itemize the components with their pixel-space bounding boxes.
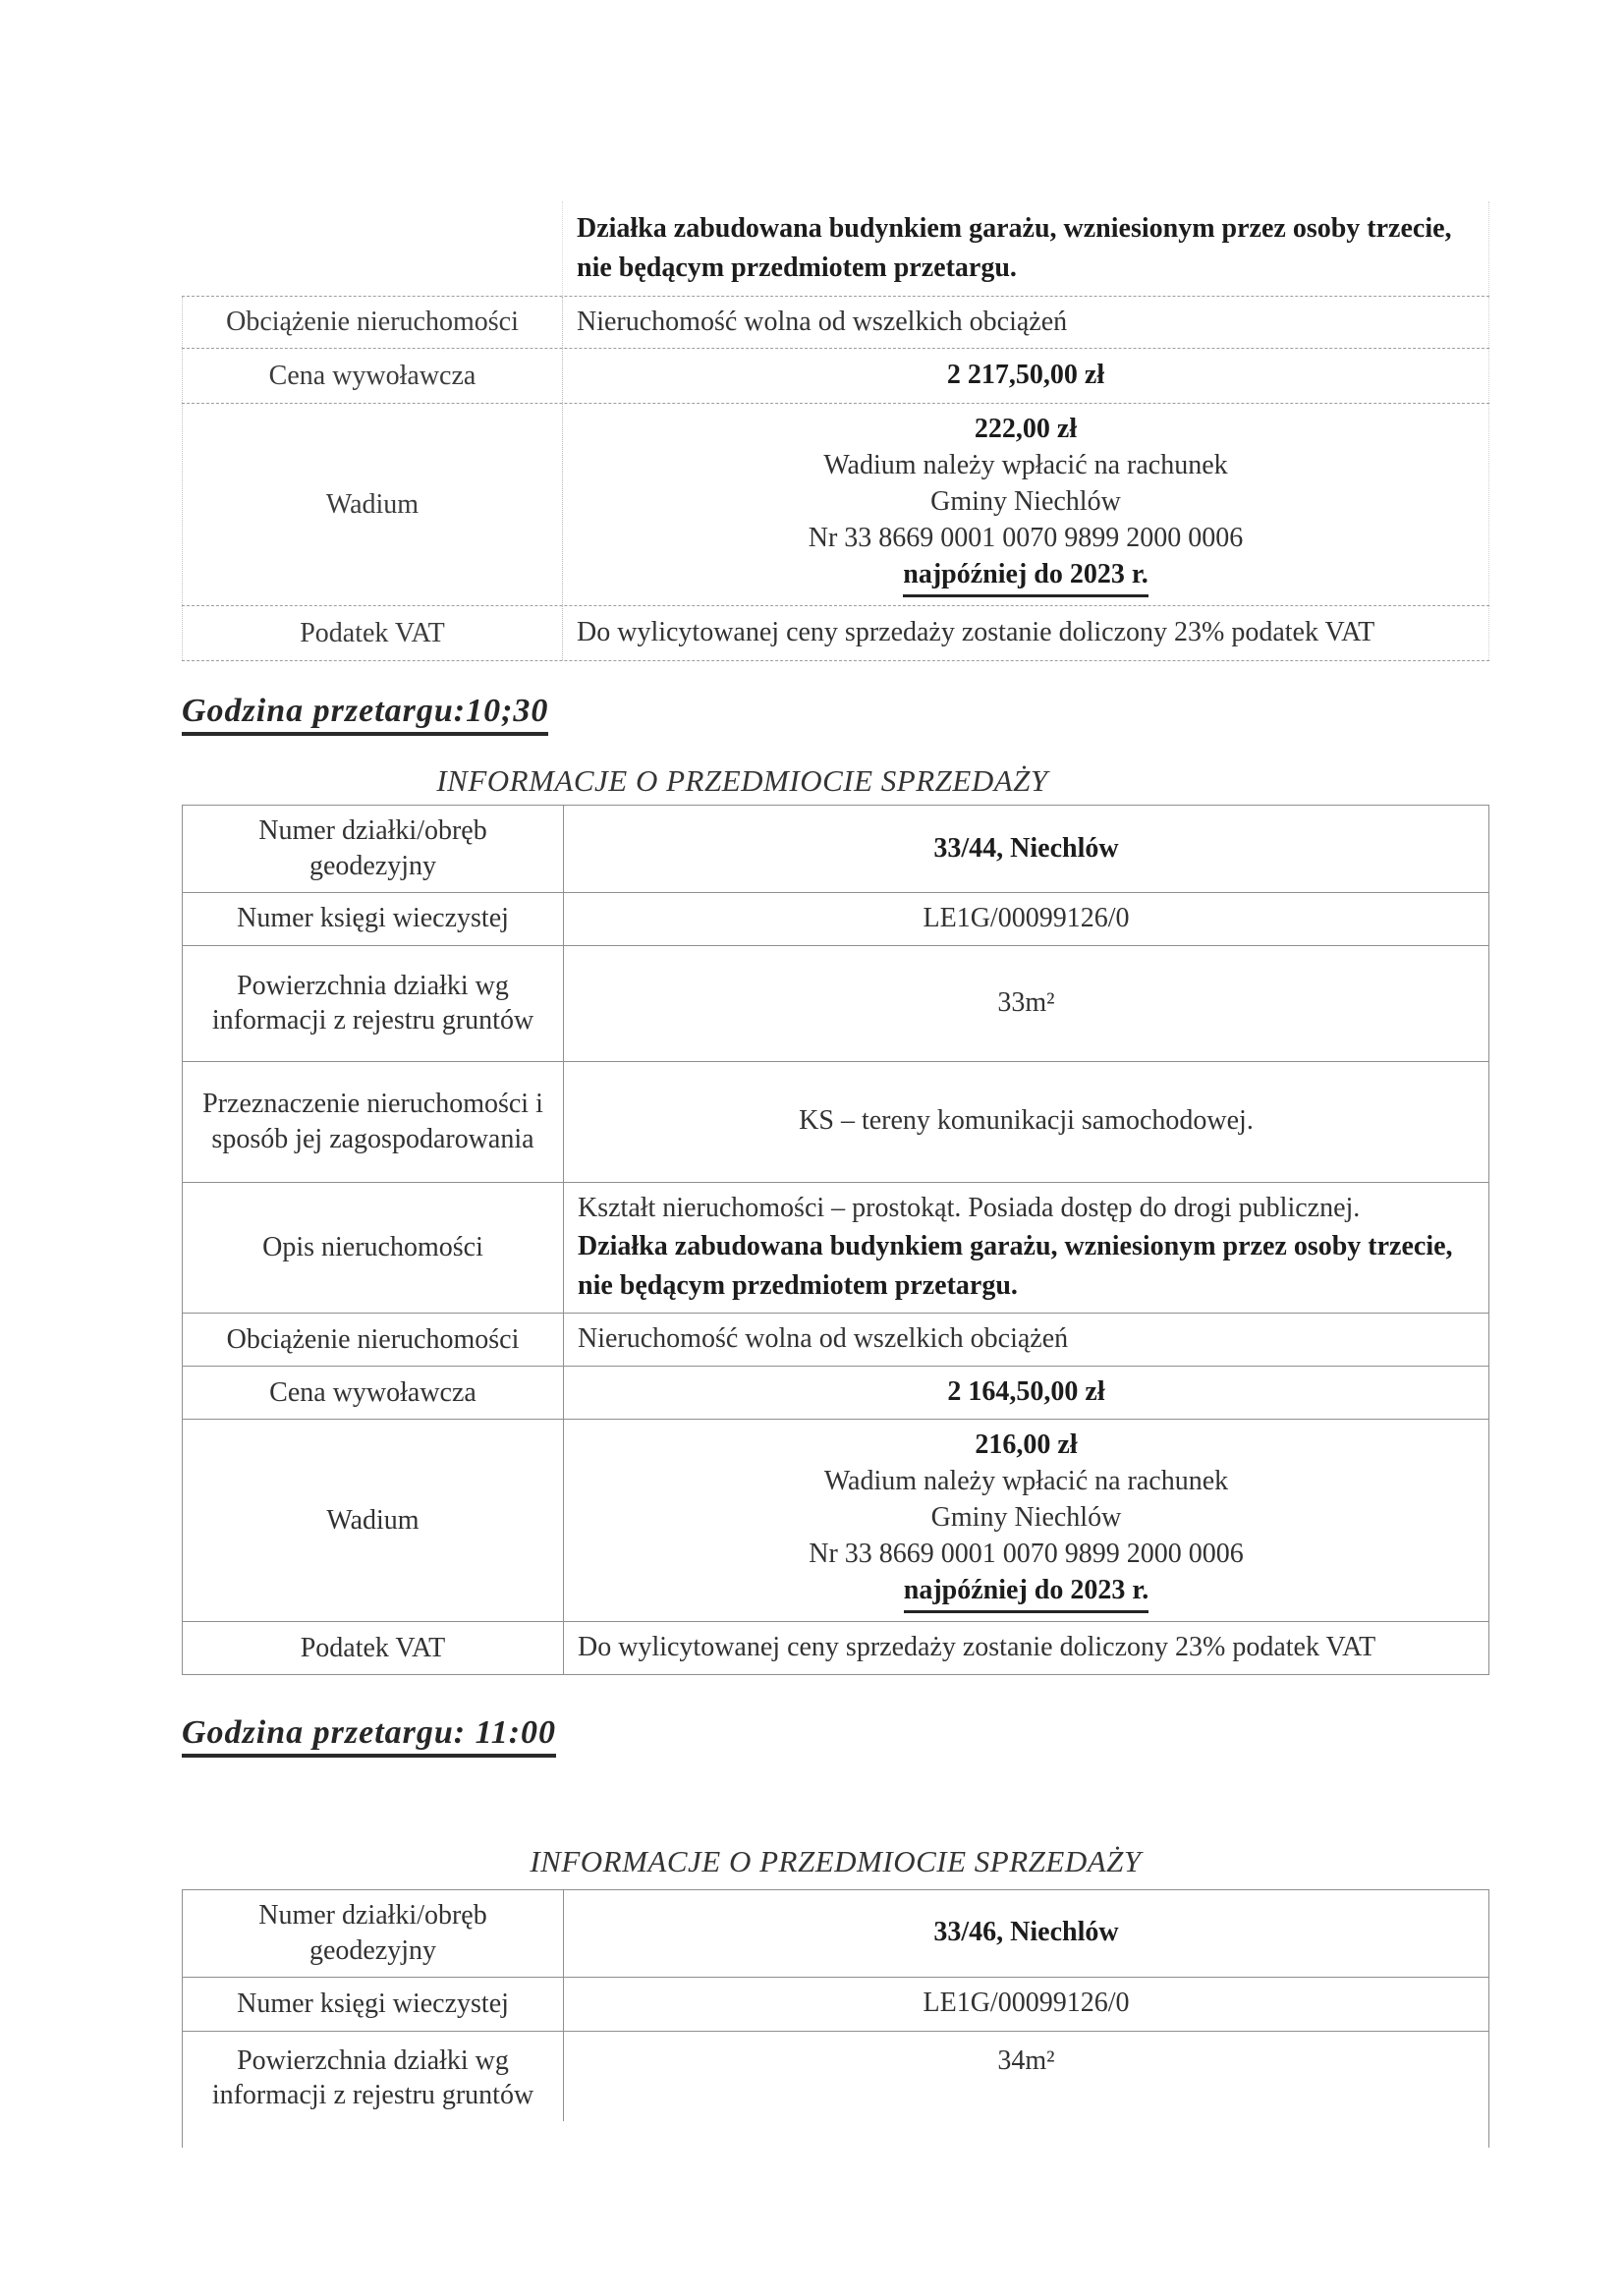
auction-time-1: Godzina przetargu:10;30 [182,693,548,736]
row-value-obciazenie [563,297,1489,349]
section-header-sale-info-1: INFORMACJE O PRZEDMIOCIE SPRZEDAŻY [436,763,1048,799]
table-row-cena [182,349,1489,404]
cena-2-amount: 2 164,50,00 zł [947,1376,1105,1408]
table-row-cena-2 [183,1367,1488,1420]
row-value-obciazenie-2 [564,1314,1488,1366]
row-value-powierzchnia-3 [564,2032,1488,2088]
row-label-opis: Opis nieruchomości [183,1183,564,1313]
wadium-line: Gminy Niechlów [930,486,1121,518]
table-row-vat [182,606,1489,661]
vat-text: Do wylicytowanej ceny sprzedaży zostanie doliczony 23% podatek VAT [577,617,1375,648]
powierzchnia-3-value: 34m² [997,2044,1055,2076]
row-value-cena [563,349,1489,403]
row-value-ksiega-3 [564,1978,1488,2031]
row-label-powierzchnia: Powierzchnia działki wg informacji z rejestru gruntów [183,946,564,1061]
opis-bold-text: Działka zabudowana budynkiem garażu, wzniesionym przez osoby trzecie, nie będącym przedmiotem przetargu. [578,1230,1453,1301]
row-label-numer-dzialki-3: Numer działki/obręb geodezyjny [183,1890,564,1977]
row-value-wadium [563,404,1489,605]
vat-2-text: Do wylicytowanej ceny sprzedaży zostanie doliczony 23% podatek VAT [578,1632,1376,1662]
row-value-numer-dzialki-3 [564,1890,1488,1977]
table-row-obciazenie-2 [183,1314,1488,1367]
row-value-vat [563,606,1489,660]
ksiega-value: LE1G/00099126/0 [923,902,1130,933]
table-row-wadium-2 [183,1420,1488,1622]
table-row-wadium [182,404,1489,606]
obciazenie-2-text: Nieruchomość wolna od wszelkich obciążeń [578,1323,1069,1355]
table-row-powierzchnia-3 [183,2032,1488,2148]
auction-time-2: Godzina przetargu: 11:00 [182,1714,556,1758]
row-label-numer-dzialki: Numer działki/obręb geodezyjny [183,806,564,892]
row-value-opis [564,1183,1488,1313]
row-value-powierzchnia [564,946,1488,1061]
row-label-ksiega: Numer księgi wieczystej [183,893,564,945]
row-label-powierzchnia-3: Powierzchnia działki wg informacji z rejestru gruntów [183,2032,564,2122]
wadium-2-amount: 216,00 zł [975,1429,1078,1461]
row-label-vat-2: Podatek VAT [183,1622,564,1674]
row-value-wadium-2 [564,1420,1488,1621]
table-row-obciazenie [182,297,1489,350]
cena-amount: 2 217,50,00 zł [946,360,1105,391]
obciazenie-text: Nieruchomość wolna od wszelkich obciążeń [577,306,1068,337]
wadium-2-line: Gminy Niechlów [930,1502,1122,1534]
row-label-ksiega-3: Numer księgi wieczystej [183,1978,564,2031]
document-content [182,0,1489,2148]
wadium-2-deadline: najpóźniej do 2023 r. [904,1573,1148,1613]
przeznaczenie-value: KS – tereny komunikacji samochodowej. [799,1105,1254,1137]
row-label-cena-2: Cena wywoławcza [183,1367,564,1419]
table-row-ksiega [183,893,1488,946]
row-value-numer-dzialki [564,806,1488,892]
numer-dzialki-value: 33/44, Niechlów [933,832,1119,864]
table-row-numer-dzialki [183,806,1488,893]
row-label-wadium: Wadium [182,404,563,605]
row-value-ksiega [564,893,1488,945]
wadium-2-line: Wadium należy wpłacić na rachunek [823,1466,1229,1497]
row-value-cena-2 [564,1367,1488,1419]
wadium-line: Wadium należy wpłacić na rachunek [823,450,1228,481]
row-label-empty [182,201,563,296]
auction-time-2-wrap [182,1714,1489,1758]
numer-dzialki-3-value: 33/46, Niechlów [933,1917,1119,1948]
opis-regular-text: Kształt nieruchomości – prostokąt. Posiada dostęp do drogi publicznej. [578,1192,1361,1223]
auction-table-2 [182,805,1489,1675]
carryover-text: Działka zabudowana budynkiem garażu, wzniesionym przez osoby trzecie, nie będącym przedmiotem przetargu. [577,213,1452,283]
wadium-amount: 222,00 zł [974,414,1078,445]
table-row-opis [183,1183,1488,1314]
section-header-sale-info-2: INFORMACJE O PRZEDMIOCIE SPRZEDAŻY [530,1843,1142,1878]
row-label-obciazenie: Obciążenie nieruchomości [182,297,563,349]
row-label-przeznaczenie: Przeznaczenie nieruchomości i sposób jej zagospodarowania [183,1062,564,1182]
auction-time-1-wrap [182,693,1489,736]
table-row-numer-dzialki-3 [183,1890,1488,1978]
table-row-powierzchnia [183,946,1488,1062]
row-label-cena: Cena wywoławcza [182,349,563,403]
auction-table-3 [182,1889,1489,2148]
table-row-przeznaczenie [183,1062,1488,1183]
row-value-carryover [563,201,1489,296]
row-label-obciazenie-2: Obciążenie nieruchomości [183,1314,564,1366]
table-row-vat-2 [183,1622,1488,1674]
table-row-carryover [182,201,1489,297]
row-value-przeznaczenie [564,1062,1488,1182]
auction-table-1 [182,201,1489,661]
wadium-line: Nr 33 8669 0001 0070 9899 2000 0006 [808,523,1244,554]
row-value-vat-2 [564,1622,1488,1674]
wadium-2-line: Nr 33 8669 0001 0070 9899 2000 0006 [809,1539,1244,1570]
row-label-vat: Podatek VAT [182,606,563,660]
row-label-wadium-2: Wadium [183,1420,564,1621]
ksiega-3-value: LE1G/00099126/0 [923,1988,1130,2019]
wadium-deadline: najpóźniej do 2023 r. [903,557,1148,597]
powierzchnia-value: 33m² [997,986,1055,1018]
table-row-ksiega-3 [183,1978,1488,2032]
